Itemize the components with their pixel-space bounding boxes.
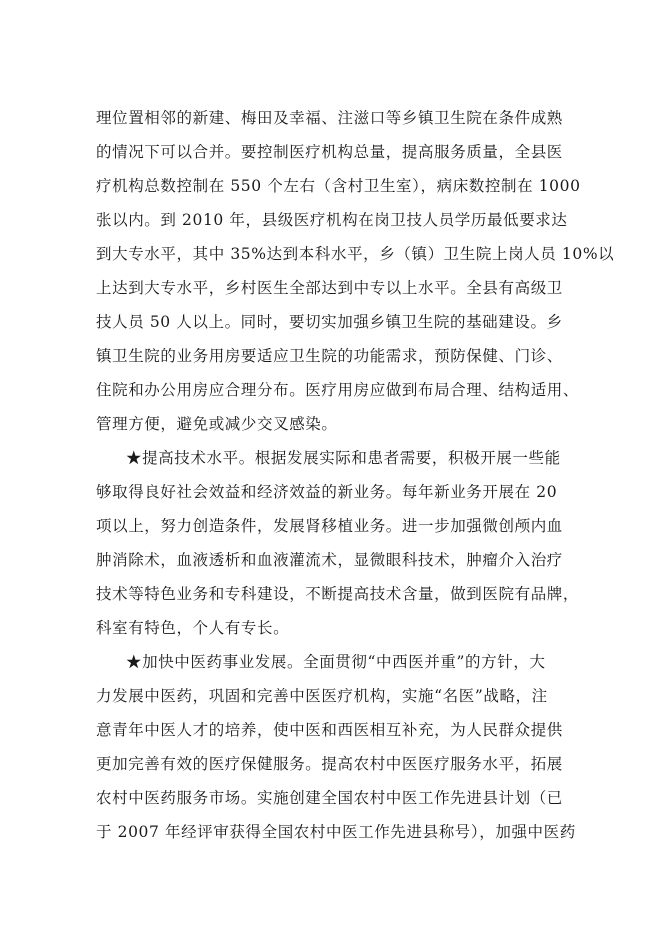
paragraph-line: 科室有特色，个人有专长。: [96, 619, 290, 637]
paragraph-line: 上达到大专水平，乡村医生全部达到中专以上水平。全县有高级卫: [96, 279, 563, 297]
paragraph-line: 理位置相邻的新建、梅田及幸福、注滋口等乡镇卫生院在条件成熟: [96, 109, 563, 127]
paragraph-line: 疗机构总数控制在 550 个左右（含村卫生室），病床数控制在 1000: [96, 177, 581, 195]
paragraph-line: 更加完善有效的医疗保健服务。提高农村中医医疗服务水平，拓展: [96, 755, 563, 773]
paragraph-line: 意青年中医人才的培养，使中医和西医相互补充，为人民群众提供: [96, 721, 563, 739]
paragraph-line: 肿消除术，血液透析和血液灌流术，显微眼科技术，肿瘤介入治疗: [96, 551, 563, 569]
paragraph-line: 够取得良好社会效益和经济效益的新业务。每年新业务开展在 20: [96, 483, 558, 501]
paragraph-line: 于 2007 年经评审获得全国农村中医工作先进县称号），加强中医药: [96, 823, 576, 841]
paragraph-line: 住院和办公用房应合理分布。医疗用房应做到布局合理、结构适用、: [96, 381, 580, 399]
bullet-paragraph-start: ★加快中医药事业发展。全面贯彻“中西医并重”的方针，大: [126, 653, 546, 671]
paragraph-line: 到大专水平，其中 35%达到本科水平，乡（镇）卫生院上岗人员 10%以: [96, 245, 615, 263]
bullet-paragraph-start: ★提高技术水平。根据发展实际和患者需要，积极开展一些能: [126, 449, 561, 467]
paragraph-line: 管理方便，避免或减少交叉感染。: [96, 415, 338, 433]
paragraph-line: 技人员 50 人以上。同时，要切实加强乡镇卫生院的基础建设。乡: [96, 313, 563, 331]
paragraph-line: 项以上，努力创造条件，发展肾移植业务。进一步加强微创颅内血: [96, 517, 563, 535]
paragraph-line: 技术等特色业务和专科建设，不断提高技术含量，做到医院有品牌，: [96, 585, 580, 603]
paragraph-line: 力发展中医药，巩固和完善中医医疗机构，实施“名医”战略，注: [96, 687, 548, 705]
paragraph-line: 镇卫生院的业务用房要适应卫生院的功能需求，预防保健、门诊、: [96, 347, 563, 365]
paragraph-line: 农村中医药服务市场。实施创建全国农村中医工作先进县计划（已: [96, 789, 563, 807]
paragraph-line: 的情况下可以合并。要控制医疗机构总量，提高服务质量，全县医: [96, 143, 563, 161]
paragraph-line: 张以内。到 2010 年，县级医疗机构在岗卫技人员学历最低要求达: [96, 211, 568, 229]
